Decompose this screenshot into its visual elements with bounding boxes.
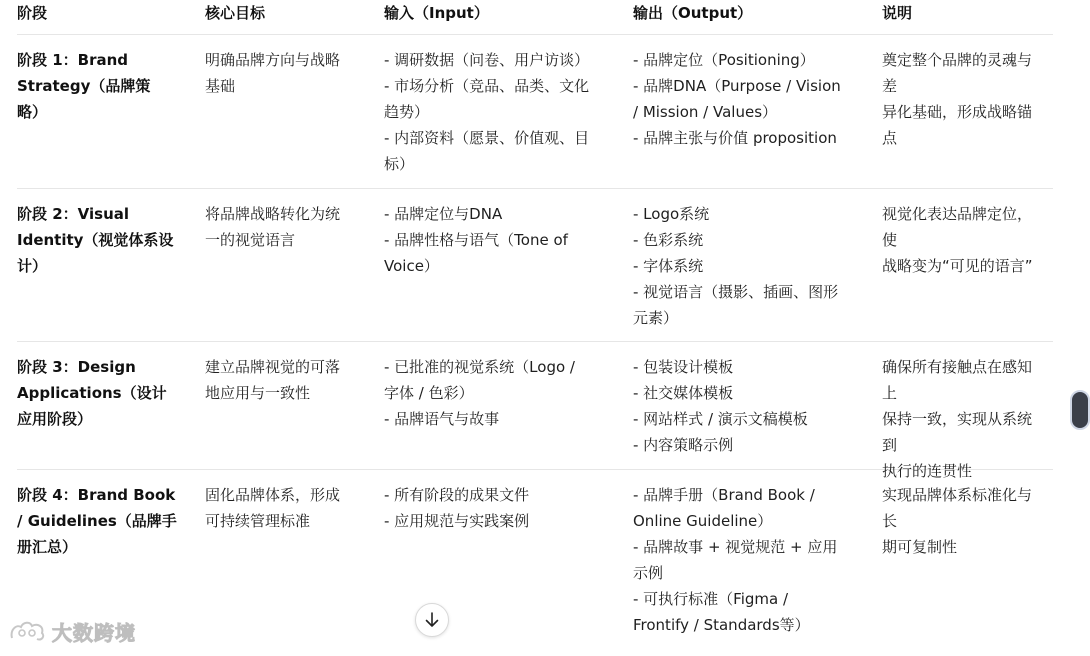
cell-line: - 品牌主张与价值 proposition [633,129,837,147]
input-cell [384,189,633,343]
cell-line: Applications（设计 [17,384,167,402]
header-stage: 阶段 [17,4,48,22]
cell-line: - Logo系统 [633,205,710,223]
scroll-down-button[interactable] [415,603,449,637]
cell-line: Frontify / Standards等） [633,616,810,634]
cell-line: 册汇总） [17,538,78,556]
cell-line: - 网站样式 / 演示文稿模板 [633,410,808,428]
cell-line: 执行的连贯性 [882,462,973,480]
cell-line: 实现品牌体系标准化与长 [882,486,1033,530]
cell-line: 应用阶段） [17,410,93,428]
cell-line: 标） [384,155,415,173]
note-cell [882,470,1053,656]
cell-line: 阶段 4：Brand Book [17,486,176,504]
phases-table [17,0,1053,656]
cell-line: 视觉化表达品牌定位，使 [882,205,1033,249]
goal-cell [205,35,384,189]
header-output: 输出（Output） [633,4,753,22]
cell-line: - 品牌DNA（Purpose / Vision [633,77,841,95]
arrow-down-icon [423,611,441,629]
cell-line: 地应用与一致性 [205,384,311,402]
table-row [17,470,1053,656]
cell-line: / Guidelines（品牌手 [17,512,177,530]
cell-line: 计） [17,257,48,275]
cell-line: - 应用规范与实践案例 [384,512,530,530]
cell-line: 略） [17,103,48,121]
note-cell [882,189,1053,343]
cell-line: Online Guideline） [633,512,773,530]
cell-line: - 可执行标准（Figma / [633,590,789,608]
cell-line: - 品牌语气与故事 [384,410,500,428]
watermark-logo-icon [8,618,48,644]
cell-line: 战略变为“可见的语言” [882,257,1033,275]
output-cell [633,470,882,656]
cell-line: - 已批准的视觉系统（Logo / [384,358,575,376]
cell-line: 期可复制性 [882,538,958,556]
cell-line: 确保所有接触点在感知上 [882,358,1033,402]
cell-line: - 内容策略示例 [633,436,734,454]
header-goal: 核心目标 [205,4,266,22]
cell-line: - 内部资料（愿景、价值观、目 [384,129,590,147]
cell-line: 建立品牌视觉的可落 [205,358,341,376]
cell-line: 字体 / 色彩） [384,384,474,402]
cell-line: - 色彩系统 [633,231,704,249]
cell-line: 将品牌战略转化为统 [205,205,341,223]
cell-line: 趋势） [384,103,430,121]
cell-line: - 包装设计模板 [633,358,734,376]
note-cell [882,35,1053,189]
cell-line: 保持一致，实现从系统到 [882,410,1033,454]
table-row [17,342,1053,480]
cell-line: - 品牌性格与语气（Tone of [384,231,568,249]
watermark [8,616,136,646]
header-input: 输入（Input） [384,4,489,22]
cell-line: 异化基础，形成战略锚点 [882,103,1033,147]
cell-line: - 品牌故事 + 视觉规范 + 应用 [633,538,838,556]
cell-line: - 字体系统 [633,257,704,275]
output-cell [633,35,882,189]
cell-line: 阶段 3：Design [17,358,136,376]
cell-line: 基础 [205,77,236,95]
watermark-text: 大数跨境 [52,620,136,645]
goal-cell [205,470,384,656]
cell-line: 奠定整个品牌的灵魂与差 [882,51,1033,95]
cell-line: - 视觉语言（摄影、插画、图形 [633,283,839,301]
cell-line: 元素） [633,309,679,327]
cell-line: - 品牌定位与DNA [384,205,503,223]
cell-line: - 社交媒体模板 [633,384,734,402]
cell-line: 阶段 2：Visual [17,205,130,223]
cell-line: 一的视觉语言 [205,231,296,249]
stage-cell [17,189,205,343]
input-cell [384,35,633,189]
cell-line: - 市场分析（竞品、品类、文化 [384,77,590,95]
table-header-row [17,0,1053,35]
cell-line: - 调研数据（问卷、用户访谈） [384,51,590,69]
cell-line: 可持续管理标准 [205,512,311,530]
cell-line: Identity（视觉体系设 [17,231,174,249]
header-note: 说明 [882,4,913,22]
stage-cell [17,35,205,189]
goal-cell [205,189,384,343]
table-row [17,189,1053,342]
output-cell [633,189,882,343]
cell-line: - 品牌定位（Positioning） [633,51,815,69]
cell-line: 阶段 1：Brand [17,51,129,69]
cell-line: 固化品牌体系，形成 [205,486,341,504]
cell-line: Voice） [384,257,439,275]
side-panel-handle[interactable] [1070,390,1090,430]
cell-line: 明确品牌方向与战略 [205,51,341,69]
cell-line: - 品牌手册（Brand Book / [633,486,815,504]
cell-line: Strategy（品牌策 [17,77,151,95]
table-row [17,35,1053,189]
cell-line: 示例 [633,564,664,582]
cell-line: / Mission / Values） [633,103,778,121]
cell-line: - 所有阶段的成果文件 [384,486,530,504]
